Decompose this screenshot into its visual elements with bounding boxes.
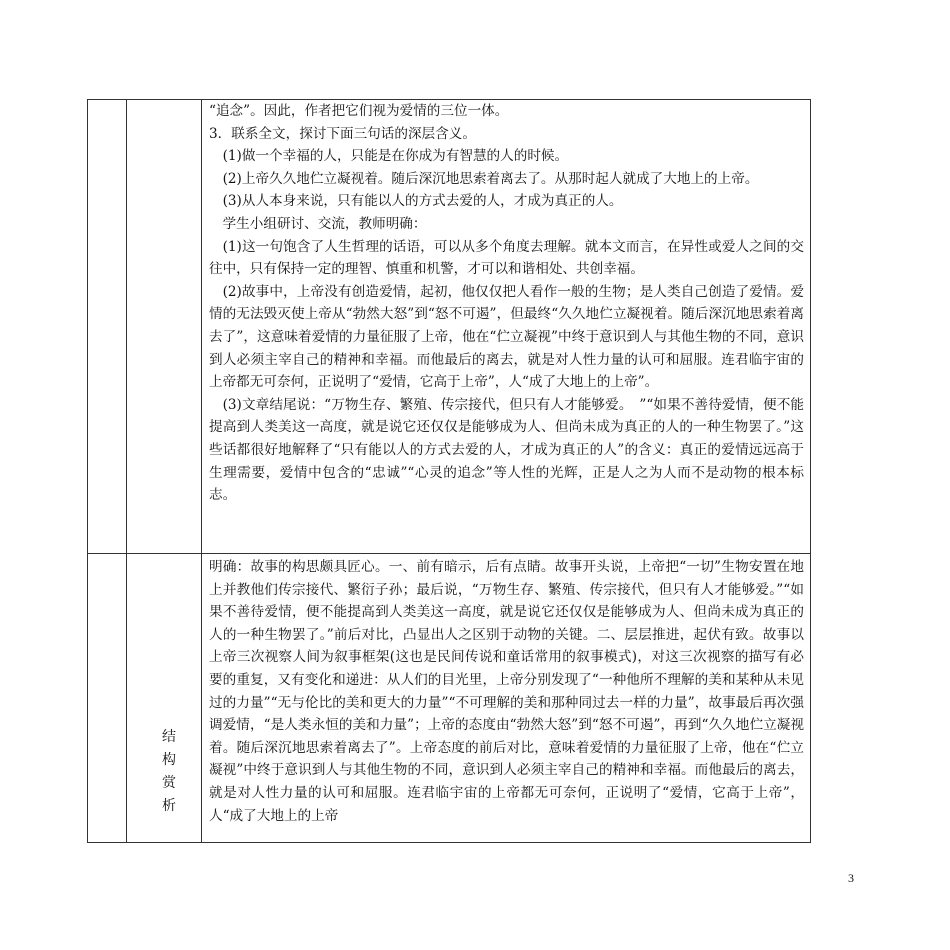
paragraph: (3)文章结尾说：“万物生存、繁殖、传宗接代，但只有人才能够爱。 ”“如果不善待爱情，便不能提高到人类美这一高度，就是说它还仅仅是能够成为人、但尚未成为真正的人的一种生物罢了。”这些话都很好地解释了“只有能以人的方式去爱的人，才成为真正的人”的含义：真正的爱情远远高于生理需要，爱情中包含的“忠诚”“心灵的追念”等人性的光辉，正是人之为人而不是动物的根本标志。 [209,396,804,504]
section-label-char: 析 [162,798,176,814]
section-label-char: 构 [162,752,176,768]
table-cell-empty [127,100,202,554]
paragraph: 3．联系全文，探讨下面三句话的深层含义。 [209,125,476,142]
paragraph: 学生小组研讨、交流，教师明确： [222,215,427,232]
paragraph: (2)故事中，上帝没有创造爱情，起初，他仅仅把人看作一般的生物；是人类自己创造了爱情。爱情的无法毁灭使上帝从“勃然大怒”到“怒不可遏”，但最终“久久地伫立凝视着。随后深沉地思索着离去了”，这意味着爱情的力量征服了上帝，他在“伫立凝视”中终于意识到人与其他生物的不同，意识到人必须主宰自己的精神和幸福。而他最后的离去，就是对人性力量的认可和屈服。连君临宇宙的上帝都无可奈何，正说明了“爱情，它高于上帝”，人“成了大地上的上帝”。 [209,283,804,391]
table-row [88,554,811,843]
section-label-cell [127,554,202,843]
paragraph: (1)做一个幸福的人，只能是在你成为有智慧的人的时候。 [222,148,569,165]
section-label-char: 赏 [162,775,176,791]
discussion-text [202,100,810,519]
table-cell-content [202,100,811,554]
paragraph: “追念”。因此，作者把它们视为爱情的三位一体。 [209,103,509,119]
lesson-table [87,99,811,843]
table-cell-content [202,554,811,843]
section-label-char: 结 [162,729,176,745]
paragraph: (2)上帝久久地伫立凝视着。随后深沉地思索着离去了。从那时起人就成了大地上的上帝。 [222,170,759,187]
paragraph: (3)从人本身来说，只有能以人的方式去爱的人，才成为真正的人。 [222,193,623,210]
structure-analysis-text [202,554,810,827]
table-cell-empty [88,554,127,843]
paragraph: (1)这一句饱含了人生哲理的话语，可以从多个角度去理解。就本文而言，在异性或爱人之间的交往中，只有保持一定的理智、慎重和机警，才可以和谐相处、共创幸福。 [209,238,804,278]
table-row [88,100,811,554]
section-label [127,554,201,842]
page-number: 3 [848,871,854,885]
paragraph: 明确：故事的构思颇具匠心。一、前有暗示，后有点睛。故事开头说，上帝把“一切”生物安置在地上并教他们传宗接代、繁衍子孙；最后说，“万物生存、繁殖、传宗接代，但只有人才能够爱。”“如果不善待爱情，便不能提高到人类美这一高度，就是说它还仅仅是能够成为人、但尚未成为真正的人的一种生物罢了。”前后对比，凸显出人之区别于动物的关键。二、层层推进，起伏有致。故事以上帝三次视察人间为叙事框架(这也是民间传说和童话常用的叙事模式)，对这三次视察的描写有必要的重复，又有变化和递进：从人们的目光里，上帝分别发现了“一种他所不理解的美和某种从未见过的力量”“无与伦比的美和更大的力量”“不可理解的美和那种同过去一样的力量”，故事最后再次强调爱情，“是人类永恒的美和力量”；上帝的态度由“勃然大怒”到“怒不可遏”，再到“久久地伫立凝视着。随后深沉地思索着离去了”。上帝态度的前后对比，意味着爱情的力量征服了上帝，他在“伫立凝视”中终于意识到人与其他生物的不同，意识到人必须主宰自己的精神和幸福。而他最后的离去，就是对人性力量的认可和屈服。连君临宇宙的上帝都无可奈何，正说明了“爱情，它高于上帝”，人“成了大地上的上帝 [209,559,804,824]
table-cell-empty [88,100,127,554]
